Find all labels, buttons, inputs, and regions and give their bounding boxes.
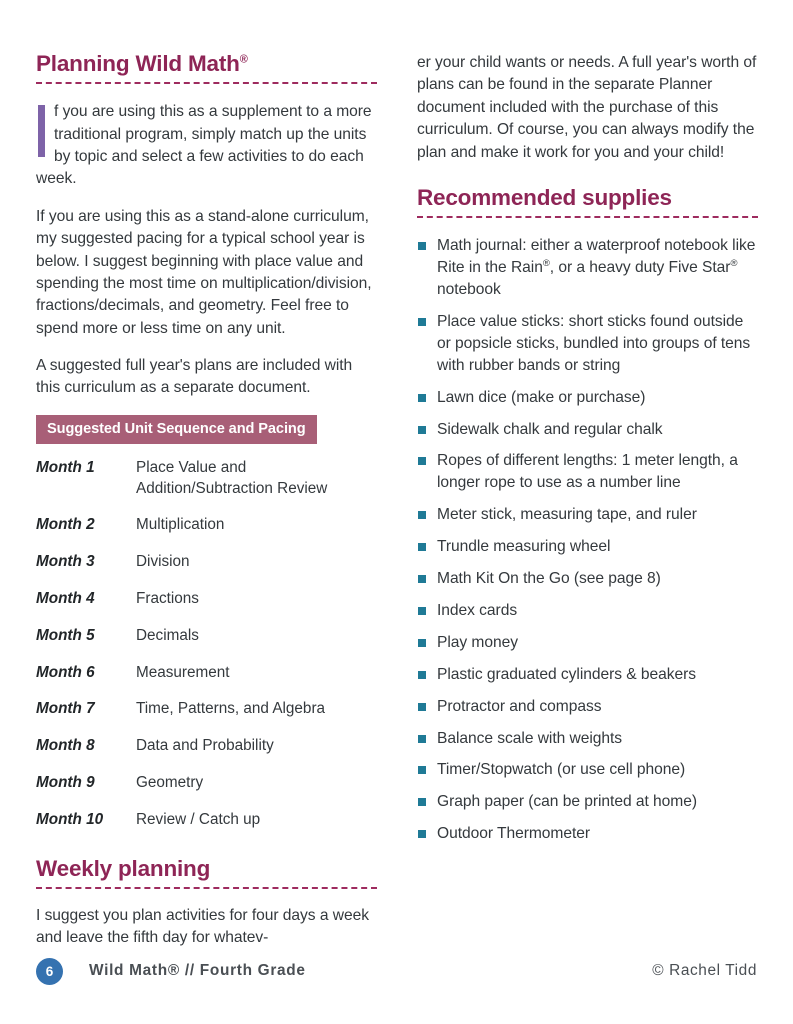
intro-paragraph <box>36 101 377 191</box>
list-item-label: Index cards <box>437 601 518 619</box>
month-label: Month 9 <box>36 773 95 791</box>
table-row <box>36 589 377 626</box>
bullet-square-icon <box>418 830 426 838</box>
page-title <box>36 52 377 76</box>
list-item <box>417 664 758 686</box>
weekly-planning-heading: Weekly planning <box>36 855 211 881</box>
page-footer <box>36 956 757 986</box>
supplies-list <box>417 235 758 845</box>
list-item-label: Math Kit On the Go (see page 8) <box>437 570 661 588</box>
title-dashed-rule <box>36 82 377 84</box>
list-item-label: Sidewalk chalk and regular chalk <box>437 420 663 438</box>
list-item <box>417 311 758 377</box>
unit-label: Multiplication <box>136 516 225 534</box>
list-item-label: Protractor and compass <box>437 697 602 715</box>
two-column-layout <box>36 51 758 947</box>
unit-label: Division <box>136 553 190 571</box>
bullet-square-icon <box>418 394 426 402</box>
continuation-paragraph: er your child wants or needs. A full year's worth of plans can be found in the separate Planner document included with the purchase of this curriculum. Of course, you can always modify the plan and make it work for you and your child! <box>417 54 757 161</box>
bullet-square-icon <box>418 242 426 250</box>
bullet-square-icon <box>418 735 426 743</box>
month-label: Month 8 <box>36 737 95 755</box>
unit-label: Decimals <box>136 626 199 644</box>
paragraph-curriculum-pacing: If you are using this as a stand-alone curriculum, my suggested pacing for a typical school year is below. I suggest beginning with place value and spending the most time on multiplication/division, fractions/decimals, and geometry. Feel free to spend more or less time on any unit. <box>36 207 372 337</box>
list-item-label: Place value sticks: short sticks found outside or popsicle sticks, bundled into groups of tens with rubber bands or string <box>437 312 751 374</box>
list-item-label: Outdoor Thermometer <box>437 825 591 843</box>
table-row <box>36 552 377 589</box>
page-title-text: Planning Wild Math <box>36 51 240 76</box>
list-item <box>417 600 758 622</box>
bullet-square-icon <box>418 671 426 679</box>
registered-mark-icon: ® <box>239 53 248 66</box>
unit-label: Place Value and Addition/Subtraction Review <box>136 458 328 497</box>
list-item <box>417 235 758 301</box>
table-row <box>36 458 377 516</box>
registered-mark-icon: ® <box>730 257 738 269</box>
list-item-label: Meter stick, measuring tape, and ruler <box>437 506 697 524</box>
footer-copyright: © Rachel Tidd <box>652 962 757 979</box>
list-item <box>417 504 758 526</box>
month-label: Month 2 <box>36 516 95 534</box>
list-item-label: Ropes of different lengths: 1 meter length, a longer rope to use as a number line <box>437 452 738 492</box>
footer-title: Wild Math® // Fourth Grade <box>89 962 306 979</box>
unit-sequence-table-body <box>36 458 377 831</box>
list-item-label: Plastic graduated cylinders & beakers <box>437 665 697 683</box>
weekly-planning-section <box>36 857 377 950</box>
unit-sequence-banner: Suggested Unit Sequence and Pacing <box>36 415 317 444</box>
month-label: Month 1 <box>36 458 95 476</box>
table-row <box>36 699 377 736</box>
right-column <box>417 52 758 932</box>
table-row <box>36 736 377 773</box>
unit-label: Fractions <box>136 589 199 607</box>
table-row <box>36 773 377 810</box>
bullet-square-icon <box>418 766 426 774</box>
bullet-square-icon <box>418 607 426 615</box>
bullet-square-icon <box>418 798 426 806</box>
unit-label: Data and Probability <box>136 737 274 755</box>
table-row <box>36 515 377 552</box>
bullet-square-icon <box>418 318 426 326</box>
list-item <box>417 568 758 590</box>
weekly-planning-paragraph: I suggest you plan activities for four days a week and leave the fifth day for whatev- <box>36 906 369 947</box>
unit-sequence-table <box>36 458 377 831</box>
registered-mark-icon: ® <box>542 257 550 269</box>
intro-paragraph-text: f you are using this as a supplement to a more traditional program, simply match up the units by topic and select a few activities to do each week. <box>36 103 372 188</box>
bullet-square-icon <box>418 457 426 465</box>
bullet-square-icon <box>418 543 426 551</box>
month-label: Month 6 <box>36 663 95 681</box>
list-item <box>417 419 758 441</box>
table-row <box>36 626 377 663</box>
supplies-dashed-rule <box>417 216 758 218</box>
weekly-planning-dashed-rule <box>36 887 377 889</box>
list-item-label: Play money <box>437 633 518 651</box>
unit-label: Time, Patterns, and Algebra <box>136 700 326 718</box>
month-label: Month 7 <box>36 700 95 718</box>
month-label: Month 5 <box>36 626 95 644</box>
month-label: Month 4 <box>36 589 95 607</box>
list-item <box>417 387 758 409</box>
list-item <box>417 759 758 781</box>
list-item <box>417 696 758 718</box>
month-label: Month 10 <box>36 810 104 828</box>
list-item-label: Graph paper (can be printed at home) <box>437 793 697 811</box>
list-item <box>417 823 758 845</box>
list-item <box>417 536 758 558</box>
drop-cap-letter-i <box>38 105 45 157</box>
list-item-label: Balance scale with weights <box>437 729 623 747</box>
unit-label: Measurement <box>136 663 230 681</box>
table-row <box>36 810 377 831</box>
unit-label: Review / Catch up <box>136 810 261 828</box>
table-row <box>36 663 377 700</box>
list-item <box>417 791 758 813</box>
list-item <box>417 450 758 494</box>
recommended-supplies-heading: Recommended supplies <box>417 184 672 210</box>
bullet-square-icon <box>418 575 426 583</box>
page-number-badge: 6 <box>36 958 63 985</box>
month-label: Month 3 <box>36 553 95 571</box>
list-item-label: Timer/Stopwatch (or use cell phone) <box>437 761 686 779</box>
list-item <box>417 632 758 654</box>
bullet-square-icon <box>418 639 426 647</box>
list-item-label: Math journal: either a waterproof notebook like Rite in the Rain®, or a heavy duty Five Star® notebook <box>437 237 756 298</box>
list-item-label: Trundle measuring wheel <box>437 538 611 556</box>
list-item <box>417 728 758 750</box>
bullet-square-icon <box>418 511 426 519</box>
unit-label: Geometry <box>136 773 204 791</box>
list-item-label: Lawn dice (make or purchase) <box>437 388 646 406</box>
paragraph-year-plans: A suggested full year's plans are included with this curriculum as a separate document. <box>36 357 353 397</box>
bullet-square-icon <box>418 703 426 711</box>
bullet-square-icon <box>418 426 426 434</box>
left-column <box>36 51 377 947</box>
